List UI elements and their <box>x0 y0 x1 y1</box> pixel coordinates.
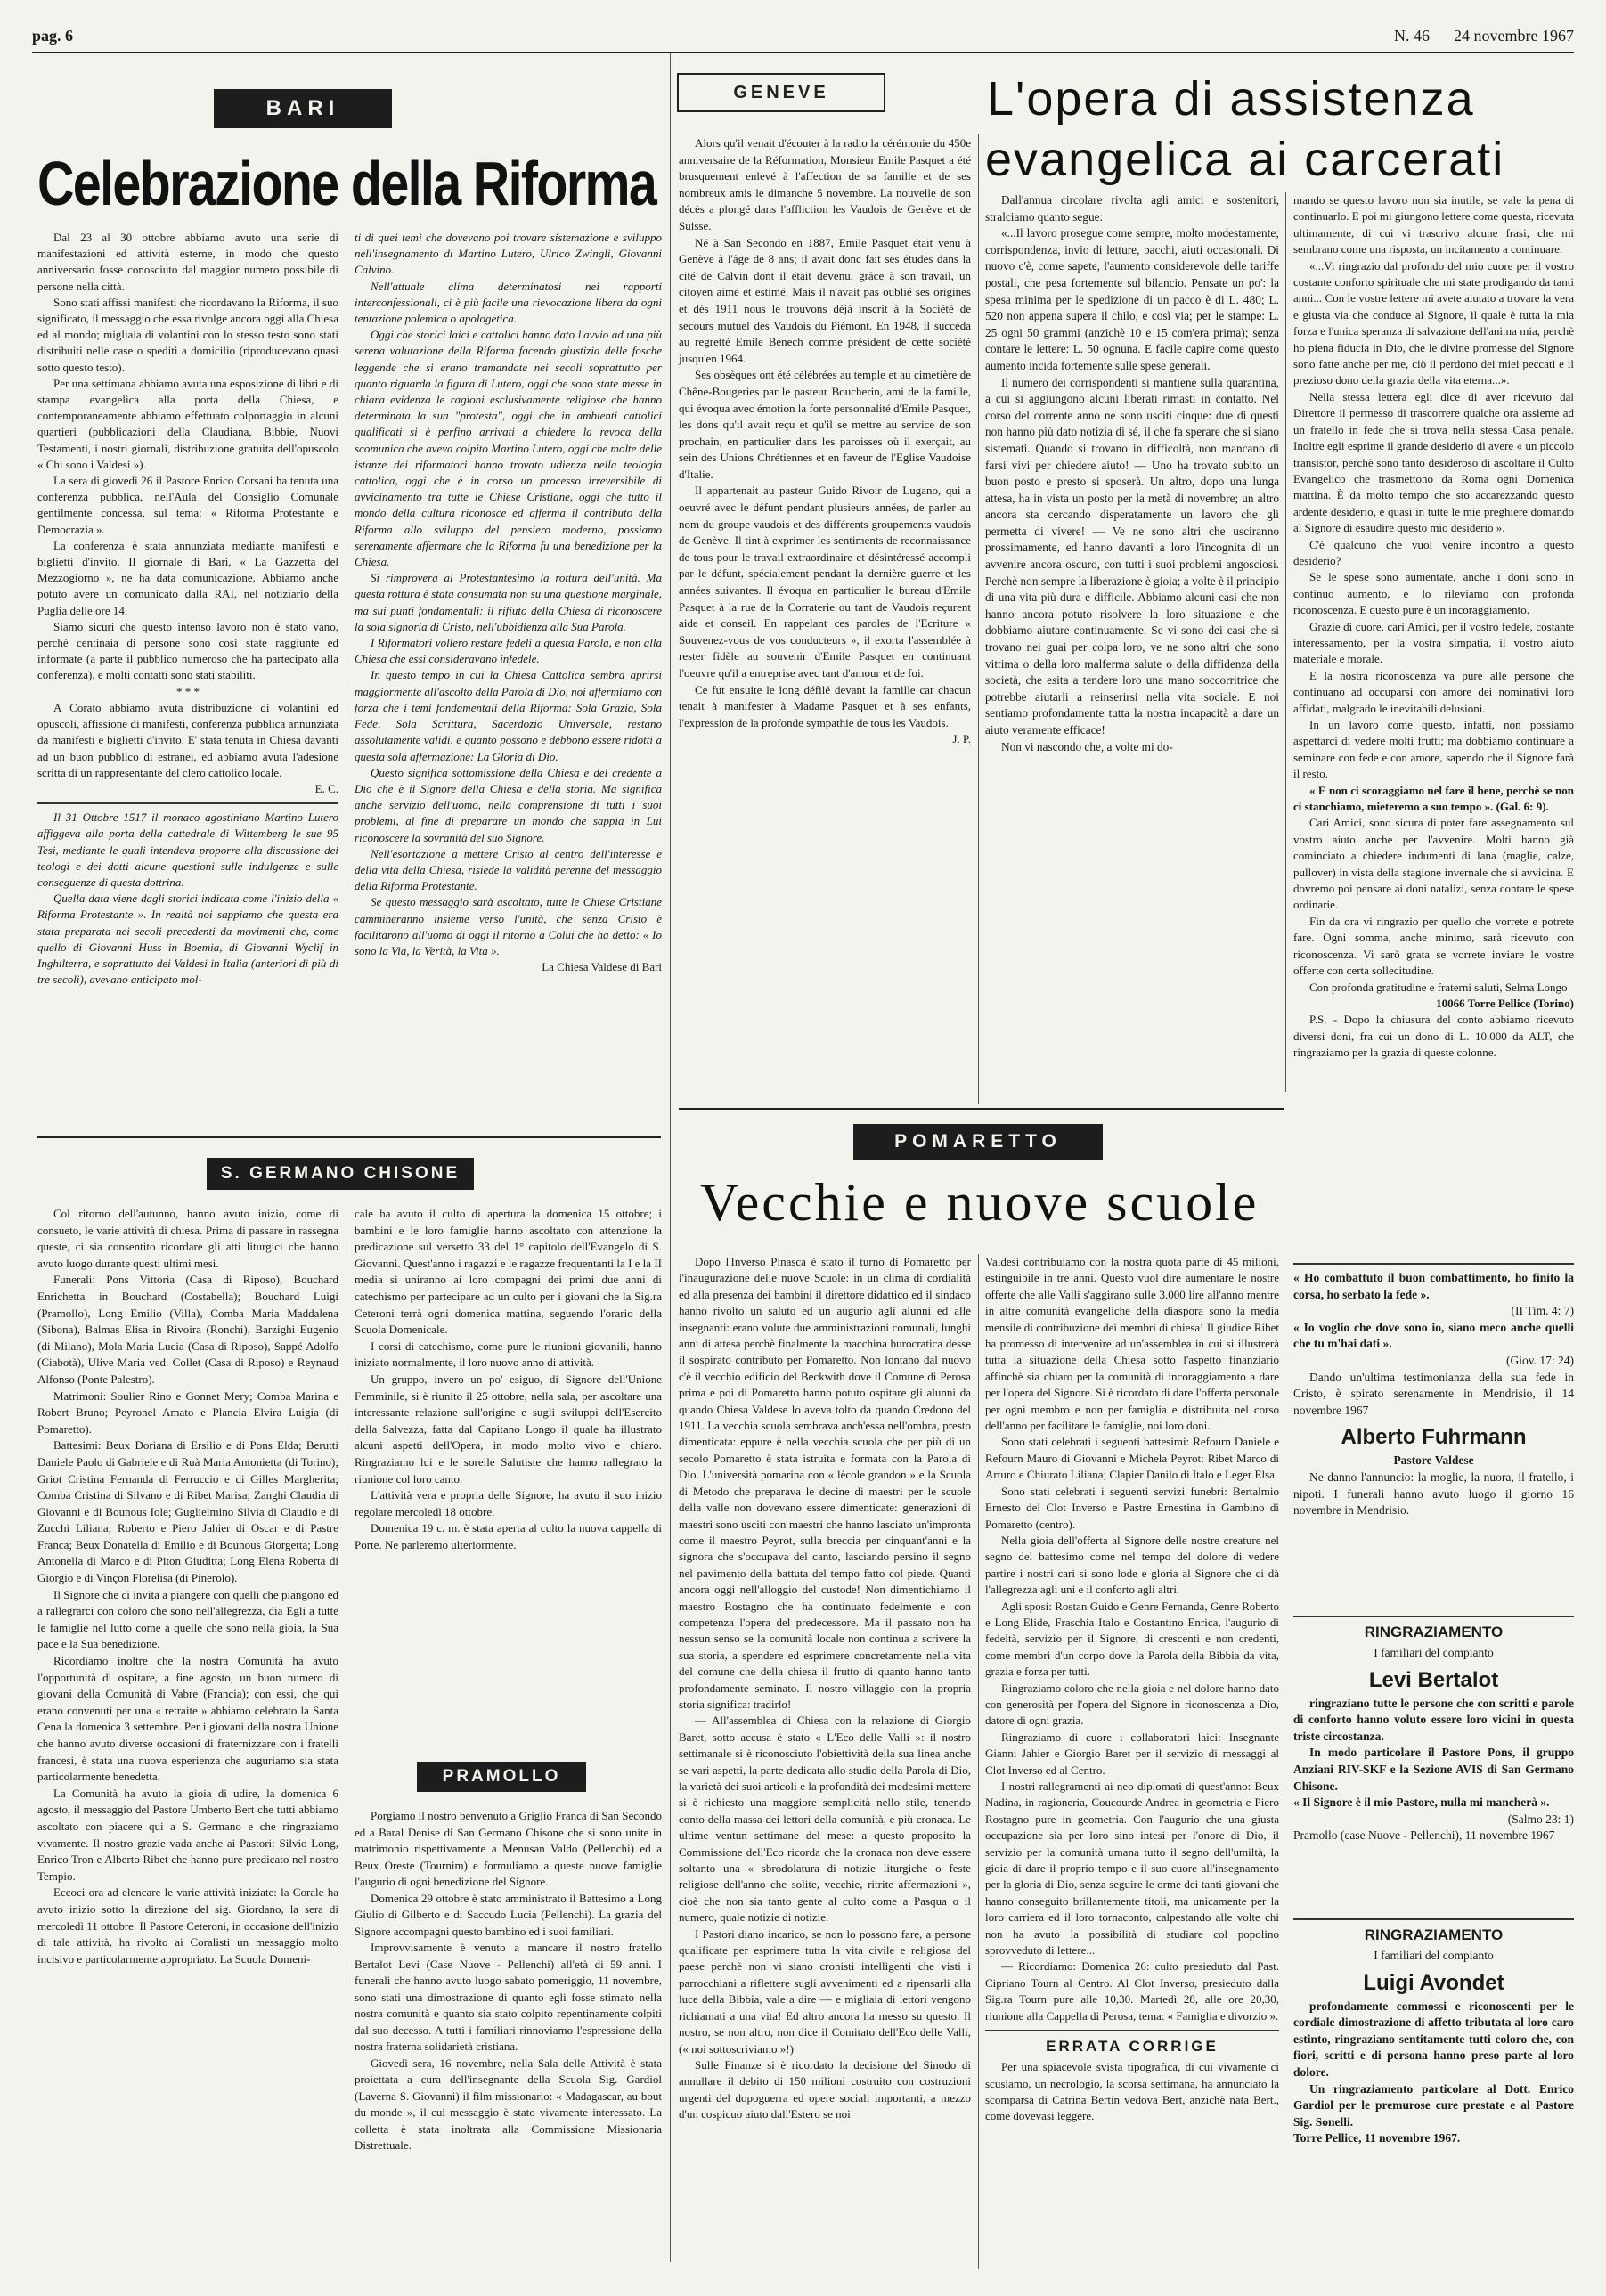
section-tag-sgermano: S. GERMANO CHISONE <box>207 1158 474 1190</box>
paragraph: I Pastori diano incarico, se non lo possono fare, a persone qualificate per esprimere tutta la vita civile e religiosa del paese perchè non vi siano cronisti intelligenti che visti i parrocchiani a riflettere sugli avvenimenti ed a ripensarli alla luce della Bibbia, vale a dire — e migliaia di lettori vengono richiamati a una vita! Ed altro ancora ha messo su questo. Il nostro, se non altro, non dice il Comitato dell'Eco delle Valli, (« noi sottoscriviamo »!) <box>679 1926 971 2056</box>
section-tag-geneve: GENEVE <box>677 73 885 112</box>
paragraph: profondamente commossi e riconoscenti per le cordiale dimostrazione di affetto tributata al loro caro estinto, ringraziano sentitamente tutti coloro che, con fiori, scritti e di persona hanno preso parte al loro dolore. <box>1293 1999 1574 2079</box>
paragraph: E la nostra riconoscenza va pure alle persone che continuano ad occuparsi con amore dei nominativi loro affidati, malgrado le inevitabili delusioni. <box>1293 668 1574 715</box>
issue-date: N. 46 — 24 novembre 1967 <box>1394 27 1574 45</box>
carcerati-col-2 <box>1293 192 1574 1062</box>
paragraph: Fin da ora vi ringrazio per quello che vorrete e potrete fare. Ogni somma, anche minimo, sarà ricevuto con riconoscenza. Vi sarò grata se vorrete inviare le vostre offerte con certa sollecitudine. <box>1293 914 1574 978</box>
thanks-intro: I familiari del compianto <box>1374 1646 1494 1659</box>
section-tag-pomaretto: POMARETTO <box>853 1124 1103 1160</box>
paragraph: Sono stati affissi manifesti che ricordavano la Riforma, il suo significato, il messaggio che essa rivolge ancora oggi alla Chiesa ed al mondo; migliaia di volantini con lo stesso testo sono stati distribuiti nelle case o spediti a domicilio (riproducevano quasi sotto questo testo). <box>37 295 338 374</box>
errata-heading: ERRATA CORRIGE <box>1046 2038 1219 2056</box>
paragraph: Giovedì sera, 16 novembre, nella Sala delle Attività è stata proiettata a cura dell'insegnante della Scuola Sig. Gardiol (Laverna S. Giovanni) il film missionario: « Madagascar, au bout du monde », il cui messaggio è stato vivamente interessato. La colletta è stata inoltrata alla Commissione Missionaria Distrettuale. <box>355 2056 662 2152</box>
pramollo-col <box>355 1808 662 2154</box>
paragraph: Eccoci ora ad elencare le varie attività iniziate: la Corale ha avuto inizio sotto la direzione del sig. Giordano, la sera di mercoledì 11 ottobre. Il Pastore Ceteroni, in occasione dell'inizio di tale attività, ha rivolto ai Coralisti un messaggio molto incisivo e particolarmente appropriato. La Scuola Domeni- <box>37 1885 338 1966</box>
obituary-role: Pastore Valdese <box>1393 1453 1474 1468</box>
paragraph: Nell'esortazione a mettere Cristo al centro dell'interesse e della vita della Chiesa, risiede la validità perenne del messaggio della Riforma Protestante. <box>355 846 662 893</box>
thanks-name: Levi Bertalot <box>1368 1667 1499 1692</box>
paragraph: Né à San Secondo en 1887, Emile Pasquet était venu à Genève à l'âge de 8 ans; il avait donc fait ses études dans la cité de Calvin dont il était devenu, grâce à son travail, un citoyen aimé et estimé. Mais il n'avait pas oublié ses origines et dès 1911 nous le trouvons déjà inscrit à la Société de secours mutuel des Vaudois du Piémont. En 1948, il succéda au regretté Emile Benech comme président de cette société jusqu'en 1964. <box>679 235 971 365</box>
paragraph: L'attività vera e propria delle Signore, ha avuto il suo inizio regolare mercoledì 18 ottobre. <box>355 1488 662 1518</box>
paragraph: Funerali: Pons Vittoria (Casa di Riposo), Bouchard Enrichetta in Bouchard (Costabella); Bouchard Luigi (Pramollo), Long Emilio (Villa), Comba Maria Maddalena (Sibona), Balmas Elisa in Rivoira (Ronchi), Barzighi Eugenio (di Milano), Mola Maria Lucia (Casa di Riposo), Sappé Adolfo (Ciabotà), Ulive Maria ved. Collet (Casa di Riposo) e Reynaud Alfonso (Ponte Palestro). <box>37 1273 338 1386</box>
carcerati-headline-1: L'opera di assistenza <box>987 72 1475 126</box>
paragraph: La Comunità ha avuto la gioia di udire, la domenica 6 agosto, il messaggio del Pastore Umberto Bert che tutti abbiamo ascoltato con piacere qui a S. Germano e che ringraziamo vivamente. Il nostro grazie vada anche ai Pastori: Silvio Long, Enrico Tron e Alberto Ribet che hanno pure predicato nel nostro Tempio. <box>37 1786 338 1883</box>
paragraph: La conferenza è stata annunziata mediante manifesti e biglietti d'invito. Il giornale di Bari, « La Gazzetta del Mezzogiorno », ne ha data comunicazione. Abbiamo anche potuto avere un comunicato dalla RAI, nel notiziario della Puglia delle ore 14. <box>37 538 338 617</box>
paragraph: Il numero dei corrispondenti si mantiene sulla quarantina, a cui si aggiungono alcuni liberati rimasti in contatto. Nel corso del corrente anno ne sono usciti cinque: due di questi non hanno più dato notizia di sé, il che fa sperare che si siano sistemati. Quando si trovano in difficoltà, non mancano di farsi vivi per chiedere aiuto! — Uno ha trovato subito un buon posto e presto si sposerà. Un altro, dopo una lunga attesa, ha in vista un posto per la metà di novembre; un altro ancora sta cercando disperatamente un lavoro che gli permetta di vivere! — Ve ne sono altri che usciranno prossimamente, ed hanno davanti a loro l'incognita di un avvenire ancora oscuro, con tutti i suoi problemi angosciosi. Perchè non sempre la liberazione è gioia; a volte è il principio di una vita più dura e difficile. Abbiamo alcuni casi che non hanno ancora potuto risolvere la loro situazione e che dobbiamo aiutare continuamente. Se vi sono dei casi che si trovano nei guai per colpa loro, ve ne sono altri che sono vittima o della loro malferma salute o della diffidenza della società, che esita a tendere loro una mano soccorritrice che potrebbe aiutarli a reinserirsi nella vita sociale. E noi sentiamo profondamente tutta la nostra incapacità a dare un aiuto veramente efficace! <box>985 375 1279 737</box>
section-tag-bari: BARI <box>214 89 392 128</box>
section-divider <box>679 1108 1284 1110</box>
paragraph: P.S. - Dopo la chiusura del conto abbiamo ricevuto diversi doni, fra cui un dono di L. 10.000 da ALT, che ringraziamo per la grazia di queste colonne. <box>1293 1013 1574 1060</box>
carcerati-headline-2: evangelica ai carcerati <box>985 133 1505 186</box>
paragraph: mando se questo lavoro non sia inutile, se vale la pena di continuarlo. E poi mi giungono lettere come questa, ricevuta ultimamente, di cui vi trascrivo alcune frasi, che mi sembrano come una risposta, un incitamento a continuare. <box>1293 193 1574 256</box>
paragraph: Oggi che storici laici e cattolici hanno dato l'avvio ad una più serena valutazione della Riforma facendo giustizia delle fosche leggende che si erano tramandate nei secoli soprattutto per quanto riguarda la figura di Lutero, oggi che sono state messe in chiara evidenza le ragioni esclusivamente religiose che hanno determinata la sua "protesta", oggi che in ambienti cattolici qualificati si è perfino arrivati a chiedere la revoca della scomunica che aveva colpito Martino Lutero, oggi che molte delle istanze dei riformatori hanno trovato udienza nella teologia cattolica, oggi che è in corso un processo irreversibile di avvicinamento tra tutte le Chiese Cristiane, oggi che tutto il mondo della cultura riconosce ed afferma il contributo della Riforma allo sviluppo del pensiero moderno, possiamo serenamente affermare che la Riforma fu una benedizione per la Chiesa. <box>355 328 662 569</box>
carcerati-col-1 <box>985 192 1279 755</box>
paragraph: Il 31 Ottobre 1517 il monaco agostiniano Martino Lutero affiggeva alla porta della cattedrale di Wittemberg le sue 95 Tesi, mediante le quali intendeva proporre alla discussione dei teologi e dei dotti alcune questioni sulle indulgenze e sulle conseguenze di questa dottrina. <box>37 810 338 889</box>
place-date: Pramollo (case Nuove - Pellenchi), 11 novembre 1967 <box>1293 1828 1555 1843</box>
thanks-heading: RINGRAZIAMENTO <box>1364 1926 1504 1943</box>
paragraph: Domenica 29 ottobre è stato amministrato il Battesimo a Long Giulio di Gilberto e di Saccudo Lucia (Pellenchi). La grazia del Signore accompagni questo bambino ed i suoi familiari. <box>355 1891 662 1938</box>
thanks-heading: RINGRAZIAMENTO <box>1364 1624 1504 1641</box>
paragraph: ti di quei temi che dovevano poi trovare sistemazione e sviluppo nell'insegnamento di Martino Lutero, Ulrico Zwingli, Giovanni Calvino. <box>355 231 662 277</box>
paragraph: cale ha avuto il culto di apertura la domenica 15 ottobre; i bambini e le loro famiglie hanno ascoltato con attenzione la predicazione sul versetto 33 del 1° capitolo dell'Evangelo di S. Giovanni. Quest'anno i ragazzi e le ragazze frequentanti la I e la II media si uniranno ai loro compagni dei primi due anni di catechismo per partecipare ad un culto per i giovani che la Sig.ra Ceteroni terrà ogni domenica mattina, seguendo l'orario della Scuola Domenicale. <box>355 1207 662 1337</box>
signature: La Chiesa Valdese di Bari <box>542 960 662 974</box>
column-rule <box>670 53 671 2262</box>
signature: 10066 Torre Pellice (Torino) <box>1436 996 1574 1010</box>
paragraph: Si rimprovera al Protestantesimo la rottura dell'unità. Ma questa rottura è stata consumata non su una questione marginale, ma sui punti fondamentali: il rifiuto della Chiesa di riconoscere la sola signoria di Cristo, nell'ubbidienza alla Sua Parola. <box>355 571 662 633</box>
bari-col-2 <box>355 230 662 975</box>
paragraph: Agli sposi: Rostan Guido e Genre Fernanda, Genre Roberto e Long Elide, Fraschia Italo e Costantino Enrica, l'augurio di fedeltà, servizio per il Signore, di crescenti e non credenti, come membri d'un corpo dove la Parola della Bibbia da vita, grazia e forza per tutti. <box>985 1599 1279 1679</box>
divider <box>985 2030 1279 2031</box>
paragraph: Un ringraziamento particolare al Dott. Enrico Gardiol per le premurose cure prestate e al Pastore Sig. Sonelli. <box>1293 2081 1574 2129</box>
paragraph: Ce fut ensuite le long défilé devant la famille car chacun tenait à manifester à Madame Pasquet et à ses enfants, l'expression de la profonde sympathie de tous les Vaudois. <box>679 682 971 729</box>
paragraph: Ses obsèques ont été célébrées au temple et au cimetière de Chêne-Bougeries par le pasteur Boucherin, ami de la famille, qui évoqua avec émotion la forte personnalité d'Emile Pasquet, les dons qu'il avait reçu et qu'il se mettre au service de son prochain, en particulier dans les paroisses où il exerçait, au sein des Unions Chrétiennes et en faveur de l'Eglise Vaudoise d'Italie. <box>679 368 971 481</box>
paragraph: Se le spese sono aumentate, anche i doni sono in continuo aumento, e lo rileviamo con profonda riconoscenza. E questo pure è un incoraggiamento. <box>1293 570 1574 617</box>
paragraph: Porgiamo il nostro benvenuto a Griglio Franca di San Secondo ed a Baral Denise di San Germano Chisone che si sono unite in matrimonio rispettivamente a Menusan Valdo (Pellenchi) ed a Beux Oreste (Tournim) e formuliamo a queste nuove famiglie l'augurio di ogni benedizione del Signore. <box>355 1809 662 1888</box>
bari-headline: Celebrazione della Riforma <box>37 149 656 218</box>
thanks-intro: I familiari del compianto <box>1374 1949 1494 1962</box>
paragraph: Nella stessa lettera egli dice di aver ricevuto dal Direttore il permesso di trascorrere qualche ora assieme ad un fratello in fede che si trova nella stessa Casa penale. Inoltre egli esprime il grande desiderio di avere « un piccolo transistor, perchè sono tanto desideroso di ascoltare il Culto Evangelico che trasmettono da Roma ogni Domenica mattina. È da molto tempo che sto accarezzando questo ardente desiderio, e quasi in tutte le mie preghiere domando al Signore di esaudire questo mio desiderio ». <box>1293 389 1574 535</box>
divider <box>1293 1616 1574 1617</box>
paragraph: ringraziano tutte le persone che con scritti e parole di conforto hanno voluto essere loro vicini in questa triste circostanza. <box>1293 1696 1574 1743</box>
paragraph: Ne danno l'annuncio: la moglie, la nuora, il fratello, i nipoti. I funerali hanno avuto luogo il giorno 16 novembre in Mendrisio. <box>1293 1470 1574 1518</box>
paragraph: Grazie di cuore, cari Amici, per il vostro fedele, costante interessamento, per la vostra simpatia, il vostro aiuto materiale e morale. <box>1293 619 1574 666</box>
paragraph: Nell'attuale clima determinatosi nei rapporti interconfessionali, ci è più facile una rievocazione libera da ogni tentazione polemica o apologetica. <box>355 279 662 326</box>
paragraph: Dopo l'Inverso Pinasca è stato il turno di Pomaretto per l'inaugurazione delle nuove Scuole: in un clima di cordialità ed alla presenza dei bambini il direttore didattico ed il sindaco hanno rivolto un saluto ed un augurio agli alunni ed alle insegnanti: erano volute due amministrazioni comunali, lunghi anni di attesa perchè finalmente la macchina burocratica desse il sospirato contributo per Pomaretto. Non lontano dal nuovo c'è il vecchio edificio del Beckwith dove il Comune di Perosa prima e poi di Pomaretto hanno potuto ospitare gli alunni da quando Chiesa Valdese lo aveva tolto da quando Credono del 1911. La vecchia scuola sembrava anch'essa nell'ombra, presto dimenticata: eppure è nella vecchia scuola che per più di un secolo Pomaretto è stata istruita e formata con la Parola di Dio. L'università pomarina con « lècole grandon » e la Scuola di Metodo che preparava le decine di maestri per le scuole della valle non dovevano essere dimenticate: generazioni di maestri sono usciti con maestri che hanno lasciato un'impronta come il maestro Peyrot, sulla breccia per cinquant'anni e la signora che s'occupava del canto, lasciando persino il segno nel pavimento della battuta del tempo fatto col piede. Quanti ancora oggi nell'alloggio del custode! Non dimentichiamo il maestro Rostagno che ha continuato fedelmente e con competenza l'opera del predecessore. Ma il passato non ha nessun senso se la comunità locale non continua a scrivere la sua storia, a spendere ed esprimere concretamente nella vita del comune che della chiesa il frutto di quanto hanno tanto profondamente seminato. Il nostro villaggio con la propria storia significa: tradirlo! <box>679 1255 971 1711</box>
obituary-fuhrmann <box>1293 1258 1574 1519</box>
paragraph: Sono stati celebrati i seguenti battesimi: Refourn Daniele e Refourn Mauro di Giovanni e Michela Peyrot: Ribet Marco di Arturo e Chiurato Liliana; Clapier Danilo di Italo e Leger Elsa. <box>985 1435 1279 1482</box>
divider <box>1293 1918 1574 1920</box>
paragraph: Matrimoni: Soulier Rino e Gonnet Mery; Comba Marina e Robert Bruno; Peyronel Amato e Plancia Elvira Luigia (di Pomaretto). <box>37 1388 338 1436</box>
column-rule <box>978 1254 979 2269</box>
paragraph: «...Il lavoro prosegue come sempre, molto modestamente; corrispondenza, invio di letture, pacchi, aiuti occasionali. Di nuovo c'è, come sapete, l'aumento considerevole delle tariffe postali, che pesa fortemente sul bilancio. Pensate un po': la spesa minima per le spedizione di un pacco è di L. 480; L. 520 non appena supera il chilo, e così via; per le stampe: L. 25 ogni 50 grammi (anzichè 10 e 15 com'era prima); senza contare le lettere: L. 50 ognuna. E facile capire come questo aumento incida fortemente sulle spese generali. <box>985 226 1279 372</box>
pomaretto-col-2 <box>985 1254 1279 2125</box>
paragraph: I corsi di catechismo, come pure le riunioni giovanili, hanno iniziato normalmente, il loro nuovo anno di attività. <box>355 1339 662 1370</box>
paragraph: I nostri rallegramenti ai neo diplomati di quest'anno: Beux Nadina, in ragioneria, Coucourde Andrea in geometria e Piero Rostagno pure in geometria. Con l'augurio che una giusta occupazione sia per loro sino intesi per l'onore di Dio, il servizio per la comunità umana tutto il segno dell'umiltà, la gioia di dare il proprio tempo e il suo cuore all'insegnamento per la gloria di Dio, senza seguire le orme dei tanti giovani che hanno conseguito brillantemente titoli, ma unicamente per la loro carriera ed il loro tornaconto, calpestando alle volte chi non ha avuto la possibilità di studiare col popolino sprovveduto di lettere... <box>985 1779 1279 1958</box>
paragraph: Domenica 19 c. m. è stata aperta al culto la nuova cappella di Porte. Ne parleremo ulteriormente. <box>355 1521 662 1551</box>
paragraph: Valdesi contribuiamo con la nostra quota parte di 45 milioni, estinguibile in tre anni. Questo vuol dire aumentare le nostre offerte che alle Valli s'aggirano sulle 3.000 lire all'anno mentre in altre comunità evangeliche della diaspora sono la media mensile di contribuzione dei membri di chiesa! Il giudice Ribet ha promesso di intervenire ad un'assemblea in cui si illustrerà tutta la situazione della Chiesa sotto l'aspetto finanziario affinchè sia chiaro per la comunità di incoraggiamento a dare per l'opera del Signore. Si è ricordato di dare l'offerta personale per ogni membro e non per famiglia e distribuita nel corso dell'anno per facilitare le famiglie, noi loro doni. <box>985 1255 1279 1433</box>
paragraph: Questo significa sottomissione della Chiesa e del credente a Dio che è il Signore della Chiesa e della storia. Ma significa anche servizio dell'uomo, nella comprensione di tutti i suoi problemi, al fine di preparare un mondo che sappia in Lui riconoscere la sovranità del suo Signore. <box>355 765 662 844</box>
section-divider <box>37 1136 661 1138</box>
paragraph: Dal 23 al 30 ottobre abbiamo avuto una serie di manifestazioni ed attività esterne, in modo che questo anniversario fosse conosciuto dal maggior numero possibile di persone nella città. <box>37 231 338 293</box>
paragraph: «...Vi ringrazio dal profondo del mio cuore per il vostro costante conforto spirituale che mi state prodigando da tanti anni... Con le vostre lettere mi avete aiutato a trovare la vera e giusta via che conduce al Signore, il quale è tutta la mia forza e l'unica speranza di salvazione dell'anima mia, perchè ho piena fiducia in Dio, che le divine promesse del Signore sono fatte anche per me, ciò il perdono dei miei peccati e il prezioso dono della grazia della vita eterna...». <box>1293 258 1574 387</box>
sgermano-col-2 <box>355 1206 662 1553</box>
paragraph: Siamo sicuri che questo intenso lavoro non è stato vano, perchè centinaia di persone sono così state raggiunte ed informate (a parte il pubblico numeroso che ha partecipato alla conferenza), e molti contatti sono stati stabiliti. <box>37 619 338 682</box>
paragraph: In questo tempo in cui la Chiesa Cattolica sembra aprirsi maggiormente all'ascolto della Parola di Dio, noi affermiamo con forza che i temi fondamentali della Riforma: Sola Grazia, Sola Fede, Sola Scrittura, Sacerdozio Universale, restano assolutamente validi, e quanto possono e debbono essere ridotti a questa sola affermazione: La Gloria di Dio. <box>355 668 662 763</box>
paragraph: Ringraziamo coloro che nella gioia e nel dolore hanno dato con generosità per l'opera del Signore in riconoscenza a Dio, datore di ogni grazia. <box>985 1681 1279 1728</box>
separator-stars: * * * <box>176 684 200 698</box>
paragraph: Per una settimana abbiamo avuta una esposizione di libri e di stampa evangelica alla porta della Chiesa, e contemporaneamente abbiamo effettuato colportaggio in alcuni quartieri (pubblicazioni della Claudiana, Bibbie, Nuovi Testamenti, i nostri giornali, distribuzione gratuita dell'opuscolo « Chi sono i Valdesi »). <box>37 376 338 471</box>
paragraph: Battesimi: Beux Doriana di Ersilio e di Pons Elda; Berutti Daniele Paolo di Gabriele e di Ruà Maria Antonietta (di Torino); Griot Cristina Fernanda di Ferruccio e di Gilles Margherita; Comba Cristina di Silvano e di Ribet Marisa; Zanghi Claudia di Giovanni e di Bounous Iole; Guglielmino Silvia di Claudio e di Zucchi Liliana; Roberto e Piero Jahier di Oscar e di Pastre Franca; Beux Donatella di Emilio e di Bounous Giorgetta; Long Antonella di Marco e di Piton Giuditta; Long Elena Roberta di Giorgio e di Vinçon Florelisa (di Pinerolo). <box>37 1438 338 1585</box>
bible-verse: « Il Signore è il mio Pastore, nulla mi mancherà ». <box>1293 1795 1550 1810</box>
thanks-avondet <box>1293 1913 1574 2147</box>
errata-text: Per una spiacevole svista tipografica, di cui vivamente ci scusiamo, un necrologio, la scorsa settimana, ha annunciato la scomparsa di Catrina Bertin vedova Bert, anzichè nata Bert., come dovevasi leggere. <box>985 2060 1279 2123</box>
divider <box>37 802 338 804</box>
paragraph: Il appartenait au pasteur Guido Rivoir de Lugano, qui a oeuvré avec le défunt pendant plusieurs années, de parler au nom du groupe vaudois et des différents groupements vaudois de Genève. Il tint à exprimer les sentiments de reconnaissance de tous pour le travail extraordinaire et désintéressé accompli par le défunt, spécialement pendant la dernière guerre et les années suivantes. Il évoqua en particulier le bureau d'Emile Pasquet à la rue de la Corraterie ou tant de Vaudois reçurent aide et conseil. En rappelant ces paroles de l'Ecriture « Souvenez-vous de vos conducteurs », il exorta l'assemblée à rester fidèle au souvenir d'Emile Pasquet en continuant l'oeuvre qu'il a entreprise avec tant d'amour et de foi. <box>679 484 971 680</box>
paragraph: Ringraziamo di cuore i collaboratori laici: Insegnante Gianni Jahier e Giorgio Baret per il servizio di messaggi al Clot Inverso ed al Centro. <box>985 1730 1279 1777</box>
paragraph: Sulle Finanze si è ricordato la decisione del Sinodo di annullare il debito di 150 milioni costruito con costruzioni urgenti del dopoguerra ed opere sociali importanti, a mezzo d'un cospicuo aiuto dall'Estero se noi <box>679 2057 971 2121</box>
geneve-col <box>679 135 971 748</box>
paragraph: Un gruppo, invero un po' esiguo, di Signore dell'Unione Femminile, si è riunito il 25 ottobre, nella sala, per ascoltare una interessante relazione sull'origine e sugli sviluppi dell'Esercito della Salvezza, fatta dal Capitano Longo il quale ha illustrato alcuni aspetti dell'Opera, in modo molto vivo e chiaro. Ringraziamo lui e le sorelle Salutiste che hanno rallegrato la riunione col loro canto. <box>355 1372 662 1486</box>
verse-reference: (Salmo 23: 1) <box>1507 1812 1574 1826</box>
paragraph: Il Signore che ci invita a piangere con quelli che piangono ed a rallegrarci con coloro che sono nell'allegrezza, dia Egli a tutte le famiglie nel lutto come a quelle che sono nella gioia, la Sua pace e la Sua benedizione. <box>37 1587 338 1651</box>
paragraph: Non vi nascondo che, a volte mi do- <box>1001 739 1173 753</box>
verse-reference: (Giov. 17: 24) <box>1506 1353 1574 1367</box>
verse-reference: (II Tim. 4: 7) <box>1511 1304 1574 1318</box>
paragraph: C'è qualcuno che vuol venire incontro a questo desiderio? <box>1293 537 1574 567</box>
pomaretto-col-1 <box>679 1254 971 2123</box>
bible-verse: « Ho combattuto il buon combattimento, ho finito la corsa, ho serbato la fede ». <box>1293 1271 1574 1301</box>
paragraph: Se questo messaggio sarà ascoltato, tutte le Chiese Cristiane cammineranno insieme verso l'unità, che senza Cristo è facilitarono all'uomo di oggi il ritorno a Colui che ha detto: « Io sono la Via, la Verità, la Vita ». <box>355 895 662 957</box>
paragraph: — Ricordiamo: Domenica 26: culto presieduto dal Past. Cipriano Tourn al Centro. Al Clot Inverso, presieduto dalla Sig.ra Tourn pure alle 10,30. Martedì 28, alle ore 20,30, riunione alla Cappella di Perosa, tema: « Famiglia e divorzio ». <box>985 1959 1279 2023</box>
paragraph: Sono stati celebrati i seguenti servizi funebri: Bertalmio Ernesto del Clot Inverso e Pastre Ernestina in Gambino di Pomaretto (centro). <box>985 1484 1279 1531</box>
paragraph: Alors qu'il venait d'écouter à la radio la cérémonie du 450e anniversaire de la Réformation, Monsieur Emile Pasquet a été brusquement enlevé à l'affection de sa famille et de ses nombreux amis le dimanche 5 novembre. La nouvelle de son décès a plongé dans l'affliction les Vaudois de Genève et de Suisse. <box>679 136 971 232</box>
column-rule <box>1285 192 1286 1092</box>
bible-verse: « E non ci scoraggiamo nel fare il bene, perchè se non ci stanchiamo, mieteremo a suo tempo ». (Gal. 6: 9). <box>1293 783 1574 814</box>
paragraph: Col ritorno dell'autunno, hanno avuto inizio, come di consueto, le varie attività di chiesa. Prima di passare in rassegna queste, ci sia consentito ricordare gli atti liturgici che hanno avuto luogo durante questi ultimi mesi. <box>37 1207 338 1270</box>
paragraph: I Riformatori vollero restare fedeli a questa Parola, e non alla Chiesa che essi consideravano infedele. <box>355 636 662 666</box>
page-number: pag. 6 <box>32 27 74 45</box>
pomaretto-headline: Vecchie e nuove scuole <box>700 1173 1260 1232</box>
column-rule <box>978 134 979 1104</box>
paragraph: Con profonda gratitudine e fraterni saluti, Selma Longo <box>1309 980 1568 994</box>
divider <box>1293 1263 1574 1265</box>
paragraph: Dando un'ultima testimonianza della sua fede in Cristo, è spirato serenamente in Mendrisio, il 14 novembre 1967 <box>1293 1370 1574 1417</box>
obituary-name: Alberto Fuhrmann <box>1341 1425 1527 1450</box>
place-date: Torre Pellice, 11 novembre 1967. <box>1293 2131 1461 2145</box>
signature: J. P. <box>952 732 971 746</box>
paragraph: A Corato abbiamo avuta distribuzione di volantini ed opuscoli, affissione di manifesti, conferenza pubblica annunziata da manifesti e biglietti d'invito. E' stata tenuta in Chiesa davanti ad un buon pubblico di estranei, ed abbiamo avuta l'adesione scritta di un rappresentante del clero cattolico locale. <box>37 700 338 779</box>
thanks-name: Luigi Avondet <box>1363 1970 1504 1995</box>
bible-verse: « Io voglio che dove sono io, siano meco anche quelli che tu m'hai dati ». <box>1293 1320 1574 1351</box>
bari-col-1 <box>37 230 338 988</box>
paragraph: — All'assemblea di Chiesa con la relazione di Giorgio Baret, sotto accusa è stato « L'Eco delle Valli »: il nostro settimanale si è riconosciuto l'obiettività della sua linea anche se vari aspetti, la parte dedicata allo studio della Parola di Dio, la varietà dei suoi articoli e la profondità dei medesimi mettere si è richiesto una maggiore semplicità nello stile, tenendo conto della massa dei lettori della comunità, e più cronaca. Le ultime ventun settimane del mese: a questo proposito la Commissione dell'Eco ricorda che la cronaca non deve essere soltanto una « sbrodolatura di notizie liturgiche o feste religiose dell'anno che solite, vecchie, ritrite affermazioni », cioè che non sia tanto gente al culto come a Pasqua o il numero, quale notizie di notizie. <box>679 1714 971 1925</box>
paragraph: Improvvisamente è venuto a mancare il nostro fratello Bertalot Levi (Case Nuove - Pellenchi) all'età di 59 anni. I funerali che hanno avuto luogo sabato pomeriggio, 11 novembre, sono stati una dimostrazione di quanto egli fosse stimato nella nostra comunità e quanto sia stato colpito repentinamente colpiti dal suo decesso. A tutti i familiari rinnoviamo l'espressione della nostra fraterna solidarietà cristiana. <box>355 1941 662 2053</box>
paragraph: Dall'annua circolare rivolta agli amici e sostenitori, stralciamo quanto segue: <box>985 193 1279 224</box>
page-header <box>32 25 1574 53</box>
paragraph: In modo particolare il Pastore Pons, il gruppo Anziani RIV-SKF e la Sezione AVIS di San Germano Chisone. <box>1293 1746 1574 1793</box>
thanks-bertalot <box>1293 1610 1574 1844</box>
signature: E. C. <box>314 781 338 795</box>
paragraph: Cari Amici, sono sicura di poter fare assegnamento sul vostro aiuto anche per l'avvenire. Molti hanno già cominciato a chiedere indumenti di lana (maglie, calze, pullover) in vista della stagione invernale che si avvicina. E dovremo poi pensare ai doni natalizi, senza contare le spese ordinarie. <box>1293 816 1574 912</box>
paragraph: La sera di giovedì 26 il Pastore Enrico Corsani ha tenuta una conferenza pubblica, nell'Aula del Consiglio Comunale gentilmente concessa, sul tema: « Riforma Protestante e Democrazia ». <box>37 474 338 536</box>
paragraph: In un lavoro come questo, infatti, non possiamo aspettarci di vedere molti frutti; ma dobbiamo continuare a seminare con fede e con amore, sapendo che il Signore farà il resto. <box>1293 718 1574 781</box>
paragraph: Nella gioia dell'offerta al Signore delle nostre creature nel segno del battesimo come nel tempo del dolore di vedere partire i nostri cari si sono lode e gloria al Signore che ci dà l'allegrezza agli uni e il conforto agli altri. <box>985 1533 1279 1597</box>
paragraph: Quella data viene dagli storici indicata come l'inizio della « Riforma Protestante ». In realtà noi sappiamo che questa era stata preparata nei secoli precedenti da movimenti che, come quello di Giovanni Huss in Boemia, di Giovanni Wyclif in Inghilterra, e soprattutto dei Valdesi in Italia (anteriori di più di tre secoli), avevano anticipato mol- <box>37 892 338 987</box>
sgermano-col-1 <box>37 1206 338 1967</box>
paragraph: Ricordiamo inoltre che la nostra Comunità ha avuto l'opportunità di ospitare, a fine agosto, un buon numero di giovani della Comunità di Vabre (Francia); con essi, che qui erano convenuti per una « retraite » abbiamo celebrato la Santa Cena la domenica 3 settembre. Per i giovani della nostra Unione che hanno avuto diverse occasioni di fraternizzare con i fratelli francesi, è stata una nuova esperienza che auguriamo sia stata particolarmente benedetta. <box>37 1654 338 1784</box>
section-tag-pramollo: PRAMOLLO <box>417 1762 586 1792</box>
